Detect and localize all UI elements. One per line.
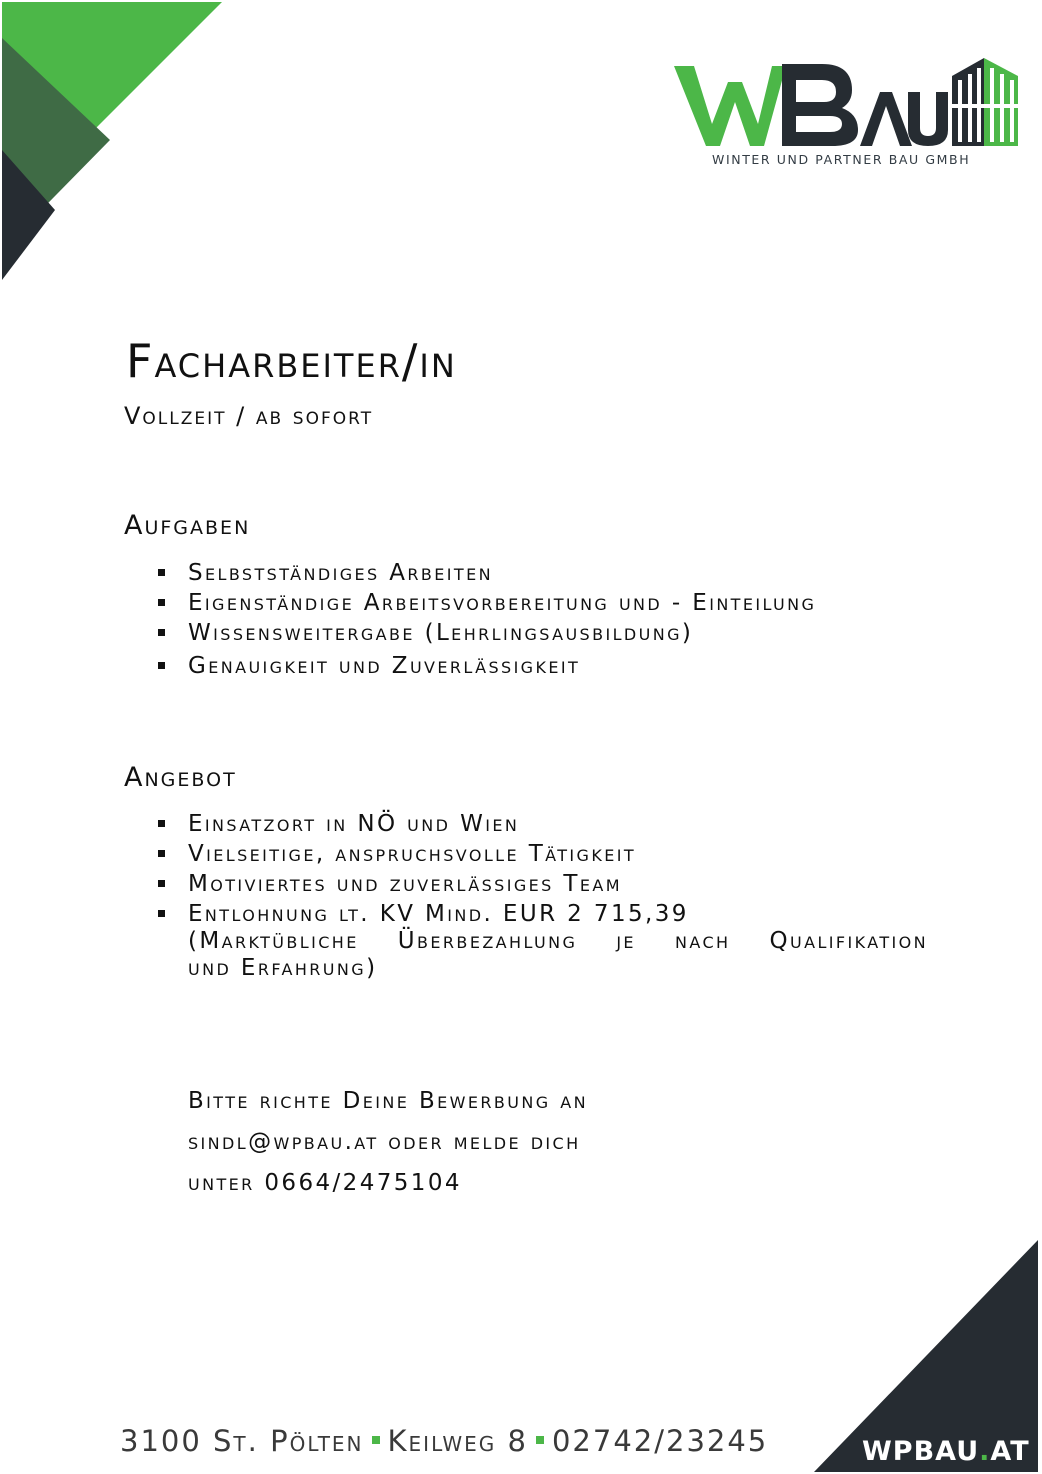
bullet-icon — [158, 662, 165, 669]
separator-icon — [536, 1436, 544, 1444]
logo-company-name: WINTER UND PARTNER BAU GMBH — [712, 152, 971, 167]
list-item: Eigenständige Arbeitsvorbereitung und - Einteilung — [158, 590, 928, 617]
bullet-icon — [158, 910, 165, 917]
website-link[interactable]: WPBAU.AT — [862, 1436, 1030, 1467]
contact-info — [188, 1088, 588, 1211]
bullet-icon — [158, 850, 165, 857]
list-item: Vielseitige, anspruchsvolle Tätigkeit — [158, 841, 928, 868]
company-logo — [672, 54, 1024, 172]
footer-city: 3100 St. Pölten — [120, 1424, 364, 1458]
job-title: Facharbeiter/in — [126, 334, 457, 388]
angebot-heading: Angebot — [124, 762, 237, 793]
bullet-icon — [158, 880, 165, 887]
bullet-icon — [158, 629, 165, 636]
corner-decoration-top-left — [0, 0, 230, 285]
list-item: Einsatzort in NÖ und Wien — [158, 811, 928, 838]
footer-address — [120, 1424, 768, 1458]
contact-line-3: unter 0664/2475104 — [188, 1170, 462, 1196]
contact-line-1: Bitte richte Deine Bewerbung an — [188, 1088, 588, 1114]
list-item-salary: Entlohnung lt. KV Mind. EUR 2 715,39 (Marktübliche Überbezahlung je nach Qualifikation und Erfahrung) — [158, 901, 928, 982]
aufgaben-list — [158, 560, 928, 683]
list-item: Selbstständiges Arbeiten — [158, 560, 928, 587]
bullet-icon — [158, 820, 165, 827]
list-item: Motiviertes und zuverlässiges Team — [158, 871, 928, 898]
bullet-icon — [158, 569, 165, 576]
angebot-list — [158, 811, 928, 985]
footer-phone: 02742/23245 — [551, 1424, 769, 1458]
list-item: Genauigkeit und Zuverlässigkeit — [158, 653, 928, 680]
list-item: Wissensweitergabe (Lehrlingsausbildung) — [158, 620, 928, 647]
logo-graphic — [672, 54, 1024, 150]
separator-icon — [372, 1436, 380, 1444]
footer-street: Keilweg 8 — [387, 1424, 528, 1458]
contact-line-2: sindl@wpbau.at oder melde dich — [188, 1129, 581, 1155]
job-subtitle: Vollzeit / ab sofort — [124, 402, 374, 430]
aufgaben-heading: Aufgaben — [124, 510, 251, 541]
bullet-icon — [158, 599, 165, 606]
